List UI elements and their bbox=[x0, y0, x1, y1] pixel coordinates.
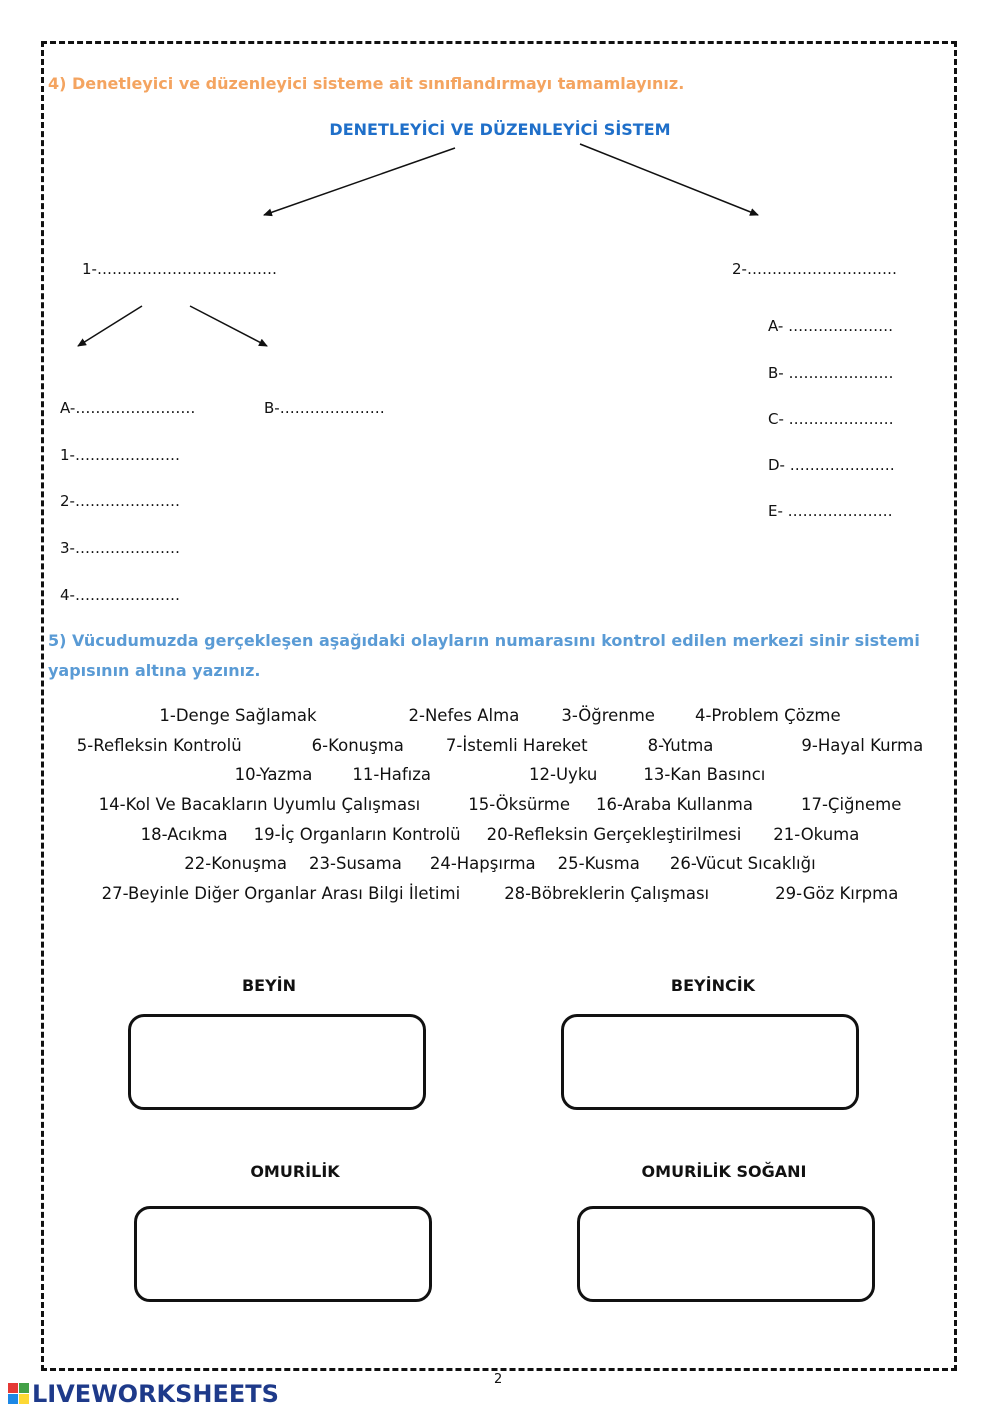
beyincik-label: BEYİNCİK bbox=[670, 976, 756, 995]
left-item-2-blank[interactable]: 2-………………… bbox=[60, 492, 180, 510]
event-item: 29-Göz Kırpma bbox=[775, 884, 899, 903]
event-item: 9-Hayal Kurma bbox=[801, 736, 924, 755]
event-item: 22-Konuşma bbox=[184, 854, 288, 873]
question-4-heading: 4) Denetleyici ve düzenleyici sisteme ait sınıflandırmayı tamamlayınız. bbox=[48, 74, 685, 93]
event-item: 12-Uyku bbox=[529, 765, 598, 784]
event-item: 16-Araba Kullanma bbox=[596, 795, 753, 814]
arrow-to-sub-a bbox=[78, 306, 142, 346]
omurilik-sogani-label: OMURİLİK SOĞANI bbox=[641, 1162, 807, 1181]
event-item: 20-Refleksin Gerçekleştirilmesi bbox=[486, 825, 742, 844]
right-item-b-blank[interactable]: B- ………………… bbox=[768, 364, 894, 382]
event-item: 10-Yazma bbox=[234, 765, 313, 784]
beyin-label: BEYİN bbox=[241, 976, 297, 995]
question-5-heading-line1: 5) Vücudumuzda gerçekleşen aşağıdaki olayların numarasını kontrol edilen merkezi sinir sistemi bbox=[48, 631, 920, 650]
event-item: 1-Denge Sağlamak bbox=[159, 706, 317, 725]
diagram-title: DENETLEYİCİ VE DÜZENLEYİCİ SİSTEM bbox=[329, 120, 671, 139]
omurilik-answer-box[interactable] bbox=[134, 1206, 432, 1302]
beyin-answer-box[interactable] bbox=[128, 1014, 426, 1110]
event-item: 7-İstemli Hareket bbox=[445, 736, 588, 755]
right-item-a-blank[interactable]: A- ………………… bbox=[768, 317, 894, 335]
event-item: 28-Böbreklerin Çalışması bbox=[504, 884, 710, 903]
event-item: 25-Kusma bbox=[557, 854, 640, 873]
left-node-blank[interactable]: 1-……………………………… bbox=[82, 260, 277, 278]
left-item-4-blank[interactable]: 4-………………… bbox=[60, 586, 180, 604]
event-row-7 bbox=[0, 884, 1000, 903]
left-item-3-blank[interactable]: 3-………………… bbox=[60, 539, 180, 557]
omurilik-sogani-answer-box[interactable] bbox=[577, 1206, 875, 1302]
event-item: 24-Hapşırma bbox=[429, 854, 536, 873]
right-item-e-blank[interactable]: E- ………………… bbox=[768, 502, 893, 520]
logo-text: LIVEWORKSHEETS bbox=[32, 1380, 279, 1408]
left-sub-a-blank[interactable]: A-…………………… bbox=[60, 399, 196, 417]
event-row-2 bbox=[0, 736, 1000, 755]
event-item: 6-Konuşma bbox=[311, 736, 404, 755]
event-row-1 bbox=[0, 706, 1000, 725]
event-item: 27-Beyinle Diğer Organlar Arası Bilgi İletimi bbox=[101, 884, 461, 903]
right-item-d-blank[interactable]: D- ………………… bbox=[768, 456, 895, 474]
event-item: 26-Vücut Sıcaklığı bbox=[669, 854, 816, 873]
left-item-1-blank[interactable]: 1-………………… bbox=[60, 446, 180, 464]
event-item: 14-Kol Ve Bacakların Uyumlu Çalışması bbox=[98, 795, 421, 814]
event-item: 23-Susama bbox=[309, 854, 402, 873]
event-item: 11-Hafıza bbox=[352, 765, 432, 784]
event-row-5 bbox=[0, 825, 1000, 844]
event-item: 17-Çiğneme bbox=[800, 795, 902, 814]
event-item: 21-Okuma bbox=[773, 825, 860, 844]
event-row-4 bbox=[0, 795, 1000, 814]
event-item: 2-Nefes Alma bbox=[408, 706, 520, 725]
event-item: 3-Öğrenme bbox=[561, 706, 655, 725]
event-item: 5-Refleksin Kontrolü bbox=[76, 736, 242, 755]
event-item: 4-Problem Çözme bbox=[694, 706, 841, 725]
right-node-blank[interactable]: 2-………………………… bbox=[732, 260, 897, 278]
event-item: 13-Kan Basıncı bbox=[643, 765, 766, 784]
beyincik-answer-box[interactable] bbox=[561, 1014, 859, 1110]
arrow-to-node-1 bbox=[264, 148, 455, 215]
event-item: 8-Yutma bbox=[647, 736, 714, 755]
arrow-to-node-2 bbox=[580, 144, 758, 215]
arrow-to-sub-b bbox=[190, 306, 267, 346]
question-5-heading-line2: yapısının altına yazınız. bbox=[48, 661, 261, 680]
omurilik-label: OMURİLİK bbox=[250, 1162, 340, 1181]
left-sub-b-blank[interactable]: B-………………… bbox=[264, 399, 385, 417]
liveworksheets-logo bbox=[8, 1380, 279, 1408]
event-row-3 bbox=[0, 765, 1000, 784]
event-row-6 bbox=[0, 854, 1000, 873]
event-item: 18-Acıkma bbox=[140, 825, 228, 844]
liveworksheets-logo-icon bbox=[8, 1383, 30, 1405]
event-item: 19-İç Organların Kontrolü bbox=[253, 825, 461, 844]
diagram-arrows bbox=[0, 0, 1000, 400]
event-item: 15-Öksürme bbox=[468, 795, 570, 814]
page-number: 2 bbox=[494, 1372, 503, 1387]
right-item-c-blank[interactable]: C- ………………… bbox=[768, 410, 894, 428]
